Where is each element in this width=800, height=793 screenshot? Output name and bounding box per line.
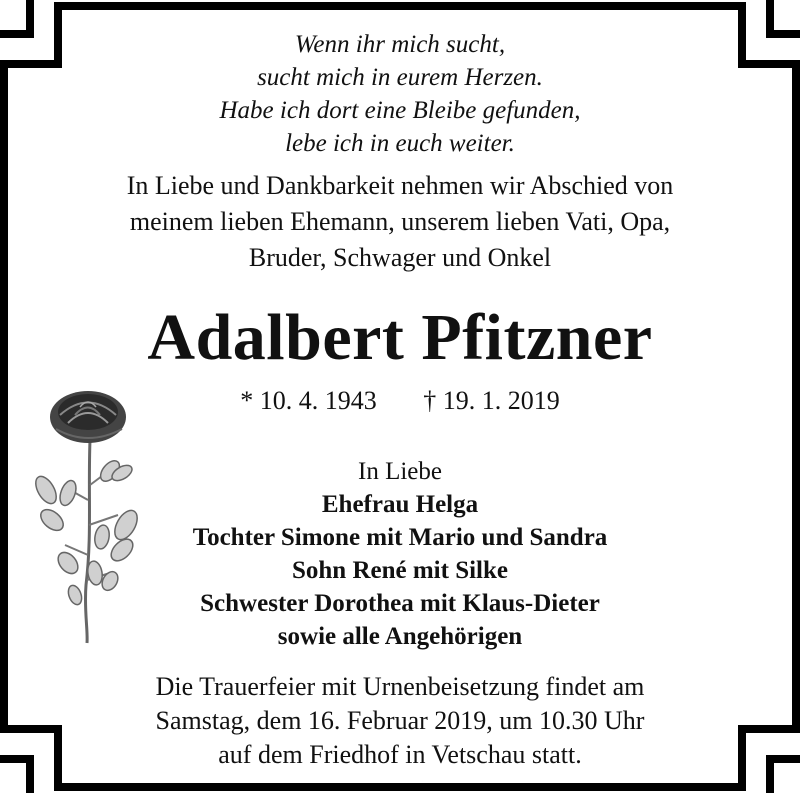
mourner-entry: Schwester Dorothea mit Klaus-Dieter	[200, 590, 600, 617]
funeral-line: auf dem Friedhof in Vetschau statt.	[218, 740, 582, 769]
mourners-lead: In Liebe	[358, 458, 442, 485]
intro-line: Bruder, Schwager und Onkel	[248, 243, 552, 272]
poem-line: Wenn ihr mich sucht,	[294, 31, 506, 58]
mourners	[0, 455, 800, 653]
poem	[0, 28, 800, 160]
deceased-name: Adalbert Pfitzner	[147, 301, 653, 374]
birth-date: * 10. 4. 1943	[240, 386, 377, 415]
mourner-entry: sowie alle Angehörigen	[277, 623, 523, 650]
intro-line: meinem lieben Ehemann, unserem lieben Vati, Opa,	[129, 207, 671, 236]
funeral-line: Die Trauerfeier mit Urnenbeisetzung findet am	[155, 672, 645, 701]
funeral-notice	[0, 670, 800, 772]
mourner-entry: Sohn René mit Silke	[291, 557, 508, 584]
funeral-line: Samstag, dem 16. Februar 2019, um 10.30 Uhr	[155, 706, 645, 735]
mourner-entry: Tochter Simone mit Mario und Sandra	[192, 524, 608, 551]
poem-line: Habe ich dort eine Bleibe gefunden,	[219, 97, 581, 124]
farewell-intro	[0, 168, 800, 276]
intro-line: In Liebe und Dankbarkeit nehmen wir Abschied von	[126, 171, 674, 200]
poem-line: sucht mich in eurem Herzen.	[257, 64, 543, 91]
death-date: † 19. 1. 2019	[423, 386, 560, 415]
poem-line: lebe ich in euch weiter.	[285, 130, 515, 157]
mourner-entry: Ehefrau Helga	[321, 491, 479, 518]
